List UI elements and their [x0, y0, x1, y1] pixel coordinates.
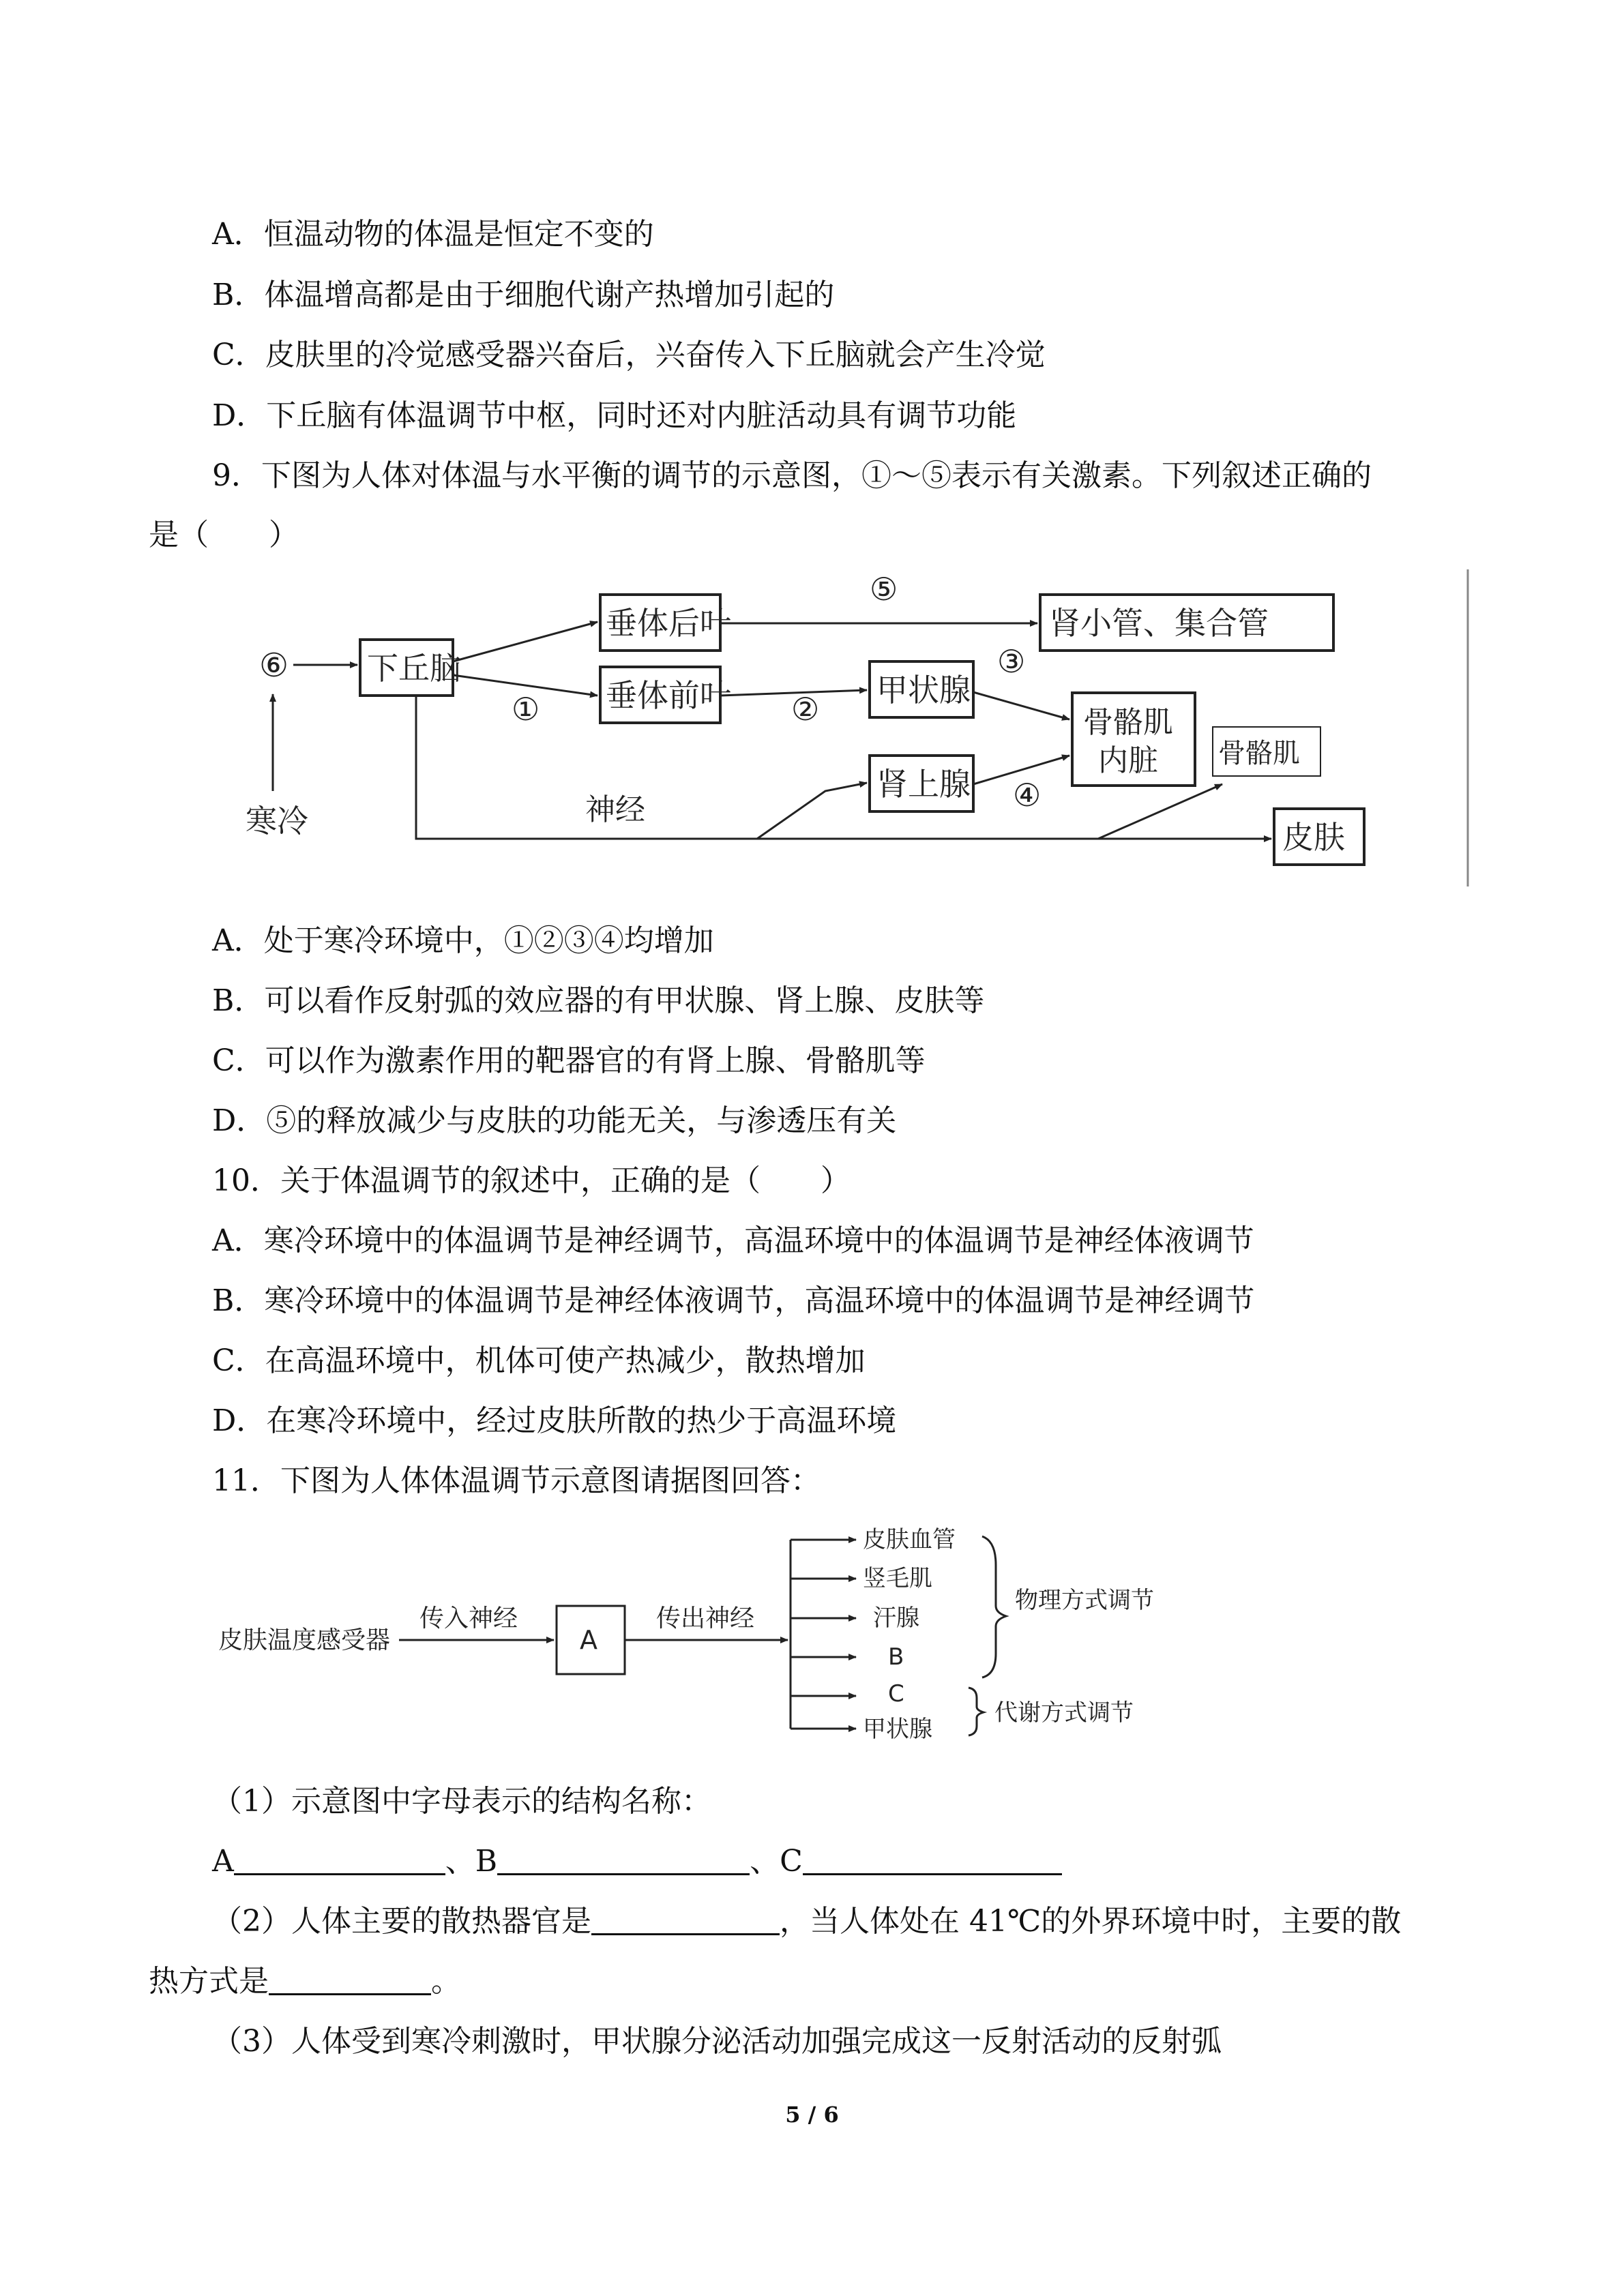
- label-3: ③: [997, 643, 1026, 680]
- label-muscle-organ-1: 骨骼肌: [1083, 705, 1173, 740]
- q11-part2-line2: [149, 1961, 461, 2002]
- q11-stem: 11．下图为人体体温调节示意图请据图回答：: [212, 1463, 821, 1498]
- label-sweat: 汗腺: [873, 1605, 919, 1632]
- answer-a-label: A: [212, 1844, 234, 1879]
- label-1: ①: [512, 691, 540, 728]
- label-nerve: 神经: [585, 792, 645, 827]
- q11-diagram: [211, 1517, 1207, 1756]
- arrow-3: [973, 692, 1069, 719]
- label-2: ②: [791, 691, 820, 728]
- arrow-nerve-adrenal: [757, 783, 867, 839]
- q9-option-d: D．⑤的释放减少与皮肤的功能无关，与渗透压有关: [212, 1103, 897, 1138]
- q11-part2-text-a: （2）人体主要的散热器官是: [212, 1904, 591, 1939]
- label-thyroid: 甲状腺: [863, 1716, 932, 1743]
- answer-blank-c[interactable]: [803, 1843, 1062, 1875]
- label-post-pituitary: 垂体后叶: [606, 605, 731, 642]
- answer-blank-b[interactable]: [497, 1843, 750, 1875]
- label-skin: 皮肤: [1282, 819, 1345, 856]
- label-5: ⑤: [870, 571, 898, 608]
- q9-diagram: [225, 566, 1487, 893]
- label-6: ⑥: [259, 646, 289, 685]
- q10-option-d: D．在寒冷环境中，经过皮肤所散的热少于高温环境: [212, 1403, 897, 1438]
- q9-option-b: B．可以看作反射弧的效应器的有甲状腺、肾上腺、皮肤等: [212, 983, 985, 1018]
- q11-part1: （1）示意图中字母表示的结构名称：: [212, 1784, 711, 1819]
- label-kidney: 肾小管、集合管: [1049, 605, 1269, 642]
- label-muscle: 骨骼肌: [1218, 738, 1300, 769]
- q11-part2-text-c: 热方式是: [149, 1964, 269, 1999]
- label-muscle-organ-2: 内脏: [1098, 743, 1158, 778]
- q11-part1-answers: [212, 1841, 1062, 1882]
- label-cold: 寒冷: [246, 803, 308, 839]
- q9-option-a: A．处于寒冷环境中，①②③④均增加: [212, 923, 714, 958]
- label-physical: 物理方式调节: [1015, 1587, 1154, 1614]
- label-afferent: 传入神经: [419, 1605, 518, 1632]
- label-4: ④: [1013, 777, 1042, 814]
- q11-part2-text-d: 。: [431, 1964, 461, 1999]
- q11-part2-line1: [212, 1901, 1401, 1942]
- label-receptor: 皮肤温度感受器: [218, 1626, 391, 1654]
- q9-option-c: C．可以作为激素作用的靶器官的有肾上腺、骨骼肌等: [212, 1043, 926, 1078]
- q10-stem: 10．关于体温调节的叙述中，正确的是（ ）: [212, 1163, 851, 1198]
- answer-blank-method[interactable]: [269, 1963, 431, 1995]
- answer-c-label: 、C: [750, 1844, 803, 1879]
- label-hypothalamus: 下丘脑: [367, 650, 461, 687]
- label-box-a: A: [580, 1625, 597, 1655]
- q8-option-d: D．下丘脑有体温调节中枢，同时还对内脏活动具有调节功能: [212, 398, 1017, 433]
- label-skin-vessel: 皮肤血管: [863, 1526, 956, 1553]
- q8-option-c: C．皮肤里的冷觉感受器兴奋后，兴奋传入下丘脑就会产生冷觉: [212, 338, 1046, 372]
- answer-blank-organ[interactable]: [591, 1903, 780, 1935]
- q11-part3: （3）人体受到寒冷刺激时，甲状腺分泌活动加强完成这一反射活动的反射弧: [212, 2024, 1222, 2059]
- arrow-nerve-muscle: [1098, 784, 1222, 839]
- q10-option-a: A．寒冷环境中的体温调节是神经调节，高温环境中的体温调节是神经体液调节: [212, 1223, 1254, 1258]
- q10-option-b: B．寒冷环境中的体温调节是神经体液调节，高温环境中的体温调节是神经调节: [212, 1283, 1255, 1318]
- q8-option-b: B．体温增高都是由于细胞代谢产热增加引起的: [212, 278, 835, 312]
- label-metabolic: 代谢方式调节: [994, 1699, 1134, 1727]
- label-efferent: 传出神经: [656, 1605, 755, 1632]
- brace-metabolic: [969, 1688, 984, 1735]
- brace-physical: [982, 1536, 1006, 1678]
- label-thyroid: 甲状腺: [876, 672, 971, 709]
- q8-option-a: A．恒温动物的体温是恒定不变的: [212, 217, 654, 252]
- page-number: 5 / 6: [785, 2102, 839, 2128]
- answer-blank-a[interactable]: [234, 1843, 445, 1875]
- q9-stem-line1: 9．下图为人体对体温与水平衡的调节的示意图，①～⑤表示有关激素。下列叙述正确的: [212, 458, 1372, 493]
- q10-option-c: C．在高温环境中，机体可使产热减少，散热增加: [212, 1343, 866, 1378]
- label-ant-pituitary: 垂体前叶: [606, 677, 731, 714]
- label-erector: 竖毛肌: [863, 1565, 932, 1592]
- label-b: B: [888, 1643, 904, 1671]
- q9-stem-line2: 是（ ）: [149, 518, 299, 552]
- arrow-to-post: [453, 622, 597, 661]
- q11-part2-text-b: ，当人体处在 41℃的外界环境中时，主要的散: [780, 1904, 1402, 1939]
- label-c: C: [888, 1680, 904, 1708]
- label-adrenal: 肾上腺: [876, 766, 971, 803]
- answer-b-label: 、B: [445, 1844, 498, 1879]
